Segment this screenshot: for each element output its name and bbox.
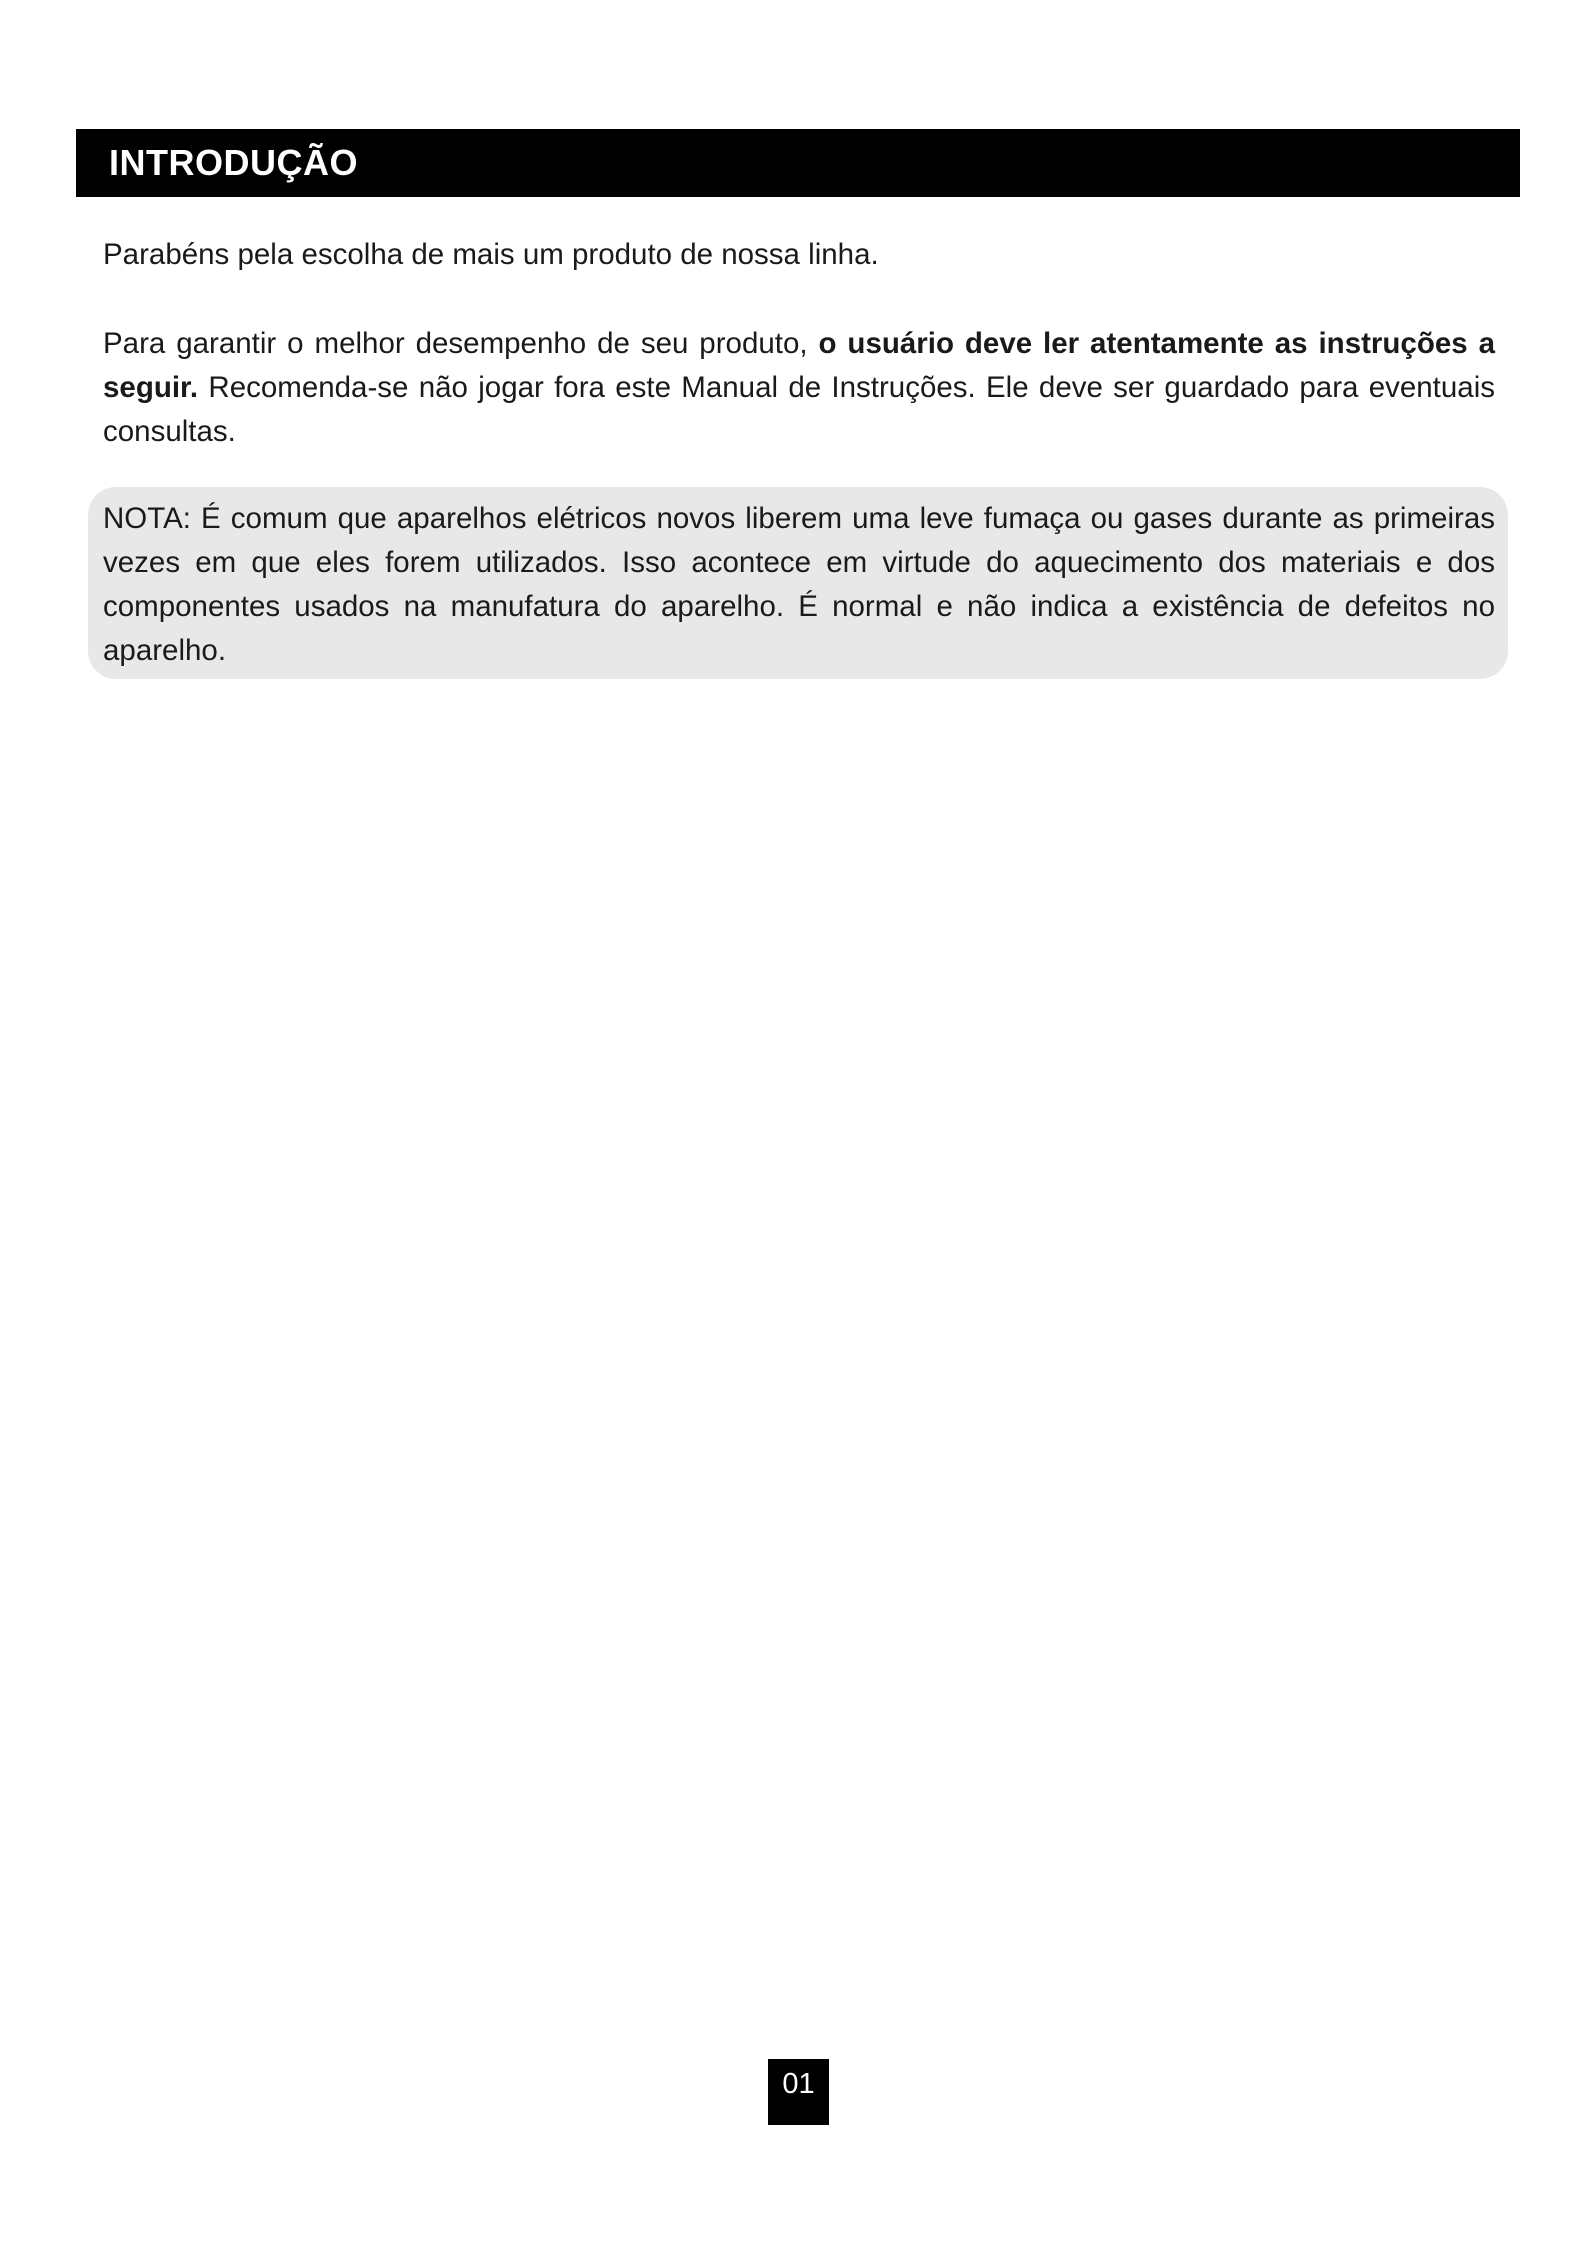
note-text: NOTA: É comum que aparelhos elétricos novos liberem uma leve fumaça ou gases durante as primeiras vezes em que eles forem utilizados. Isso acontece em virtude do aquecimento dos materiais e dos componentes usados na manufatura do aparelho. É normal e não indica a existência de defeitos no aparelho. bbox=[103, 502, 1495, 667]
page-number-badge bbox=[768, 2059, 829, 2125]
instructions-paragraph bbox=[103, 322, 1495, 454]
section-header-bar bbox=[76, 129, 1520, 197]
instructions-emphasis: o usuário deve ler atentamente as instruções a seguir. bbox=[103, 327, 1495, 404]
instructions-text-end: Recomenda-se não jogar fora este Manual de Instruções. Ele deve ser guardado para eventuais consultas. bbox=[103, 371, 1495, 448]
intro-paragraph: Parabéns pela escolha de mais um produto de nossa linha. bbox=[103, 238, 879, 271]
instructions-text-start: Para garantir o melhor desempenho de seu produto, bbox=[103, 327, 819, 360]
page-number: 01 bbox=[782, 2068, 815, 2100]
section-title: INTRODUÇÃO bbox=[109, 142, 358, 183]
note-box bbox=[88, 487, 1508, 679]
